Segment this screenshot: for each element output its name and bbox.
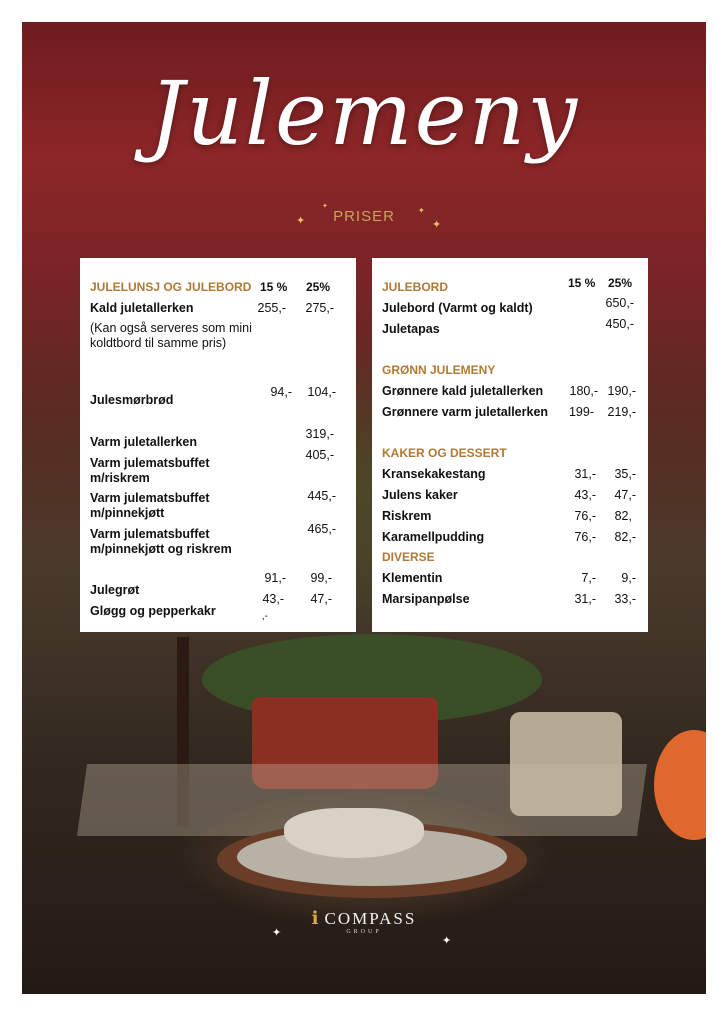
- price-25: 405,-: [305, 448, 334, 462]
- menu-poster: [22, 22, 706, 994]
- menu-item-name: Julegrøt: [90, 583, 140, 597]
- price-25: 445,-: [307, 489, 336, 503]
- menu-item-name: Julesmørbrød: [90, 393, 174, 407]
- sparkle-icon: ✦: [296, 215, 306, 227]
- menu-item-name: Riskrem: [382, 509, 432, 523]
- section-title: DIVERSE: [382, 550, 435, 564]
- page-subtitle: PRISER: [333, 208, 395, 225]
- column-header-15: 15 %: [260, 280, 288, 294]
- sparkle-icon: ✦: [432, 219, 442, 231]
- menu-item-name: Juletapas: [382, 322, 440, 336]
- column-header-25: 25%: [608, 276, 633, 290]
- menu-item-name: Kransekakestang: [382, 467, 486, 481]
- price-25: 82,-: [614, 530, 636, 544]
- column-header-25: 25%: [306, 280, 331, 294]
- menu-item-note: (Kan også serveres som mini koldtbord til samme pris): [90, 321, 252, 350]
- section-title: GRØNN JULEMENY: [382, 363, 496, 377]
- price-25: 47,-: [310, 592, 332, 606]
- price-15: 255,-: [257, 301, 286, 315]
- section-title: JULEBORD: [382, 280, 449, 294]
- sparkle-icon: ✦: [272, 927, 282, 939]
- price-25: 219,-: [607, 405, 636, 419]
- price-25: 450,-: [605, 317, 634, 331]
- menu-item-name: Varm julematsbuffet m/pinnekjøtt: [90, 491, 210, 520]
- price-15: 43,-: [574, 488, 596, 502]
- price-15: 199-: [568, 405, 594, 419]
- price-25: 47,-: [614, 488, 636, 502]
- menu-item-name: Varm juletallerken: [90, 435, 198, 449]
- price-25: 650,-: [605, 296, 634, 310]
- price-15: 7,-: [581, 571, 596, 585]
- price-15: 76,-: [574, 530, 596, 544]
- menu-card-right: [372, 258, 648, 632]
- price-25: 104,-: [307, 385, 336, 399]
- compass-logo-icon: ℹ: [311, 908, 321, 928]
- sparkle-icon: ✦: [322, 203, 328, 210]
- orange-candle-decoration: [654, 730, 706, 840]
- price-25: 275,-: [305, 301, 334, 315]
- menu-card-left: [80, 258, 356, 632]
- menu-item-name: Marsipanpølse: [382, 592, 470, 606]
- napkin-decoration: [284, 808, 424, 858]
- column-header-15: 15 %: [568, 276, 596, 290]
- price-15: 31,-: [574, 592, 596, 606]
- menu-item-name: Grønnere kald juletallerken: [382, 384, 544, 398]
- menu-item-name: Varm julematsbuffet m/pinnekjøtt og riskrem: [90, 527, 232, 556]
- sparkle-icon: ✦: [418, 206, 425, 215]
- menu-item-name: Julens kaker: [382, 488, 458, 502]
- price-25: 35,-: [614, 467, 636, 481]
- sparkle-icon: ✦: [442, 935, 452, 947]
- menu-item-name: Klementin: [382, 571, 443, 585]
- menu-item-name: Gløgg og pepperkakr: [90, 604, 216, 618]
- price-25: 319,-: [305, 427, 334, 441]
- price-25: 190,-: [607, 384, 636, 398]
- logo-subtext: GROUP: [346, 929, 382, 935]
- menu-item-name: Karamellpudding: [382, 530, 485, 544]
- price-25: 82,: [614, 509, 632, 523]
- price-15: 43,-: [262, 592, 284, 606]
- price-15: 94,-: [270, 385, 292, 399]
- price-15: 91,-: [264, 571, 286, 585]
- menu-item-name: Kald juletallerken: [90, 301, 194, 315]
- price-15: 180,-: [569, 384, 598, 398]
- section-title: JULELUNSJ OG JULEBORD: [90, 280, 252, 294]
- menu-item-name: Grønnere varm juletallerken: [382, 405, 549, 419]
- price-15: 76,-: [574, 509, 596, 523]
- logo-text: COMPASS: [324, 909, 417, 928]
- price-15: 31,-: [574, 467, 596, 481]
- stray-mark: ,-: [261, 611, 268, 622]
- price-25: 33,-: [614, 592, 636, 606]
- price-25: 99,-: [310, 571, 332, 585]
- menu-item-name: Varm julematsbuffet m/riskrem: [90, 456, 210, 485]
- page-title: Julemeny: [148, 62, 580, 165]
- compass-logo: [22, 908, 706, 929]
- menu-item-name: Julebord (Varmt og kaldt): [382, 301, 533, 315]
- price-25: 465,-: [307, 522, 336, 536]
- section-title: KAKER OG DESSERT: [382, 446, 507, 460]
- price-25: 9,-: [621, 571, 636, 585]
